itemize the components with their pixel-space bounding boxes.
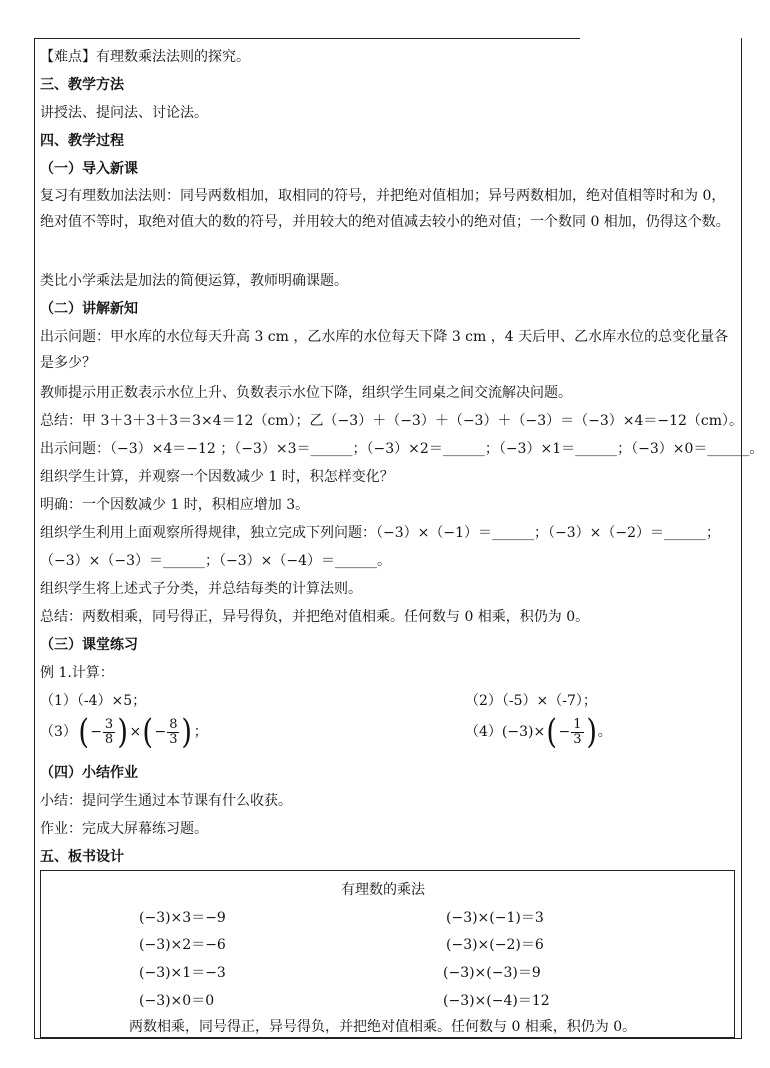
problem-paragraph: 出示问题：甲水库的水位每天升高 3 cm ，乙水库的水位每天下降 3 cm ，4 天后甲、乙水库水位的总变化量各是多少？ <box>40 329 729 371</box>
exercise-4 <box>465 712 612 752</box>
rule-task-line-a: 组织学生利用上面观察所得规律，独立完成下列问题：（−3）×（−1）＝______；（−3）×（−2）＝______； <box>40 525 721 541</box>
fraction-denominator: 8 <box>104 731 114 747</box>
example-title: 例 1.计算： <box>40 665 114 681</box>
recap-line: 小结：提问学生通过本节课有什么收获。 <box>40 793 292 809</box>
section-5-title: 五、板书设计 <box>40 849 124 865</box>
classify-line: 组织学生将上述式子分类，并总结每类的计算法则。 <box>40 581 362 597</box>
summary-1-line: 总结：甲 3＋3＋3＋3＝3×4＝12（cm）；乙（−3）＋（−3）＋（−3）＋（−3）＝（−3）×4＝−12（cm）。 <box>40 413 744 429</box>
exercise-1: （1）（-4）×5； <box>40 693 147 709</box>
teacher-hint-line: 教师提示用正数表示水位上升、负数表示水位下降，组织学生同桌之间交流解决问题。 <box>40 385 572 401</box>
exercise-3 <box>40 712 208 752</box>
homework-line: 作业：完成大屏幕练习题。 <box>40 821 208 837</box>
section-3-title: 三、教学方法 <box>40 77 124 93</box>
part-1-title: （一）导入新课 <box>40 161 138 177</box>
section-3-text: 讲授法、提问法、讨论法。 <box>40 105 208 121</box>
board-rule: 两数相乘，同号得正，异号得负，并把绝对值相乘。任何数与 0 相乘，积仍为 0。 <box>129 1019 637 1035</box>
board-right-eq: (−3)×(−2)＝6 <box>446 937 544 953</box>
board-right-eq: (−3)×(−1)＝3 <box>446 910 544 926</box>
difficulty-line: 【难点】有理数乘法法则的探究。 <box>40 49 250 65</box>
clarify-line: 明确：一个因数减少 1 时，积相应增加 3。 <box>40 497 310 513</box>
review-paragraph: 复习有理数加法法则：同号两数相加，取相同的符号，并把绝对值相加；异号两数相加，绝对值相等时和为 0，绝对值不等时，取绝对值大的数的符号，并用较大的绝对值减去较小的绝对值；一个数同 0 相加，仍得这个数。 <box>40 188 730 230</box>
board-right-eq: (−3)×(−3)＝9 <box>443 965 541 981</box>
problem-2-line: 出示问题：（−3）×4＝−12 ；（−3）×3＝______；（−3）×2＝______；（−3）×1＝______；（−3）×0＝______。 <box>40 441 764 457</box>
rule-task-line-b: （−3）×（−3）＝______；（−3）×（−4）＝______。 <box>40 553 392 569</box>
fraction-numerator: 3 <box>104 716 114 732</box>
blackboard-design-box <box>40 870 735 1038</box>
board-title: 有理数的乘法 <box>341 882 425 898</box>
summary-2-line: 总结：两数相乘，同号得正，异号得负，并把绝对值相乘。任何数与 0 相乘，积仍为 0。 <box>40 609 590 625</box>
times-sign: × <box>129 724 142 740</box>
exercise-3-term-2: ( − $\frac{8}{3}$ ) <box>142 712 193 752</box>
part-4-title: （四）小结作业 <box>40 765 138 781</box>
fraction-numerator: 1 <box>573 716 582 732</box>
fraction-denominator: 3 <box>169 731 178 747</box>
exercise-4-factor: (−3)× <box>501 724 546 740</box>
exercise-3-term-1: ( − $\frac{3}{8}$ ) <box>78 712 129 752</box>
fraction-numerator: 8 <box>169 716 178 732</box>
board-right-eq: (−3)×(−4)＝12 <box>443 993 550 1009</box>
minus-sign: − <box>90 724 102 740</box>
exercise-4-tail: 。 <box>597 724 612 740</box>
board-left-eq: (−3)×0＝0 <box>139 993 215 1009</box>
section-4-title: 四、教学过程 <box>40 133 124 149</box>
analogy-line: 类比小学乘法是加法的简便运算，教师明确课题。 <box>40 273 348 289</box>
board-left-eq: (−3)×1＝−3 <box>139 965 226 981</box>
board-left-eq: (−3)×3＝−9 <box>139 910 226 926</box>
exercise-4-term: ( − $\frac{1}{3}$ ) <box>546 712 597 752</box>
part-2-title: （二）讲解新知 <box>40 301 138 317</box>
observe-line: 组织学生计算，并观察一个因数减少 1 时，积怎样变化？ <box>40 469 394 485</box>
board-left-eq: (−3)×2＝−6 <box>139 937 226 953</box>
part-3-title: （三）课堂练习 <box>40 637 138 653</box>
minus-sign: − <box>558 724 571 740</box>
exercise-4-label: （4） <box>465 724 502 740</box>
fraction-denominator: 3 <box>573 731 582 747</box>
exercise-2: （2）（-5）×（-7）； <box>465 693 597 709</box>
exercise-3-tail: ； <box>193 724 208 740</box>
minus-sign: − <box>154 724 167 740</box>
exercise-3-label: （3） <box>40 724 77 740</box>
